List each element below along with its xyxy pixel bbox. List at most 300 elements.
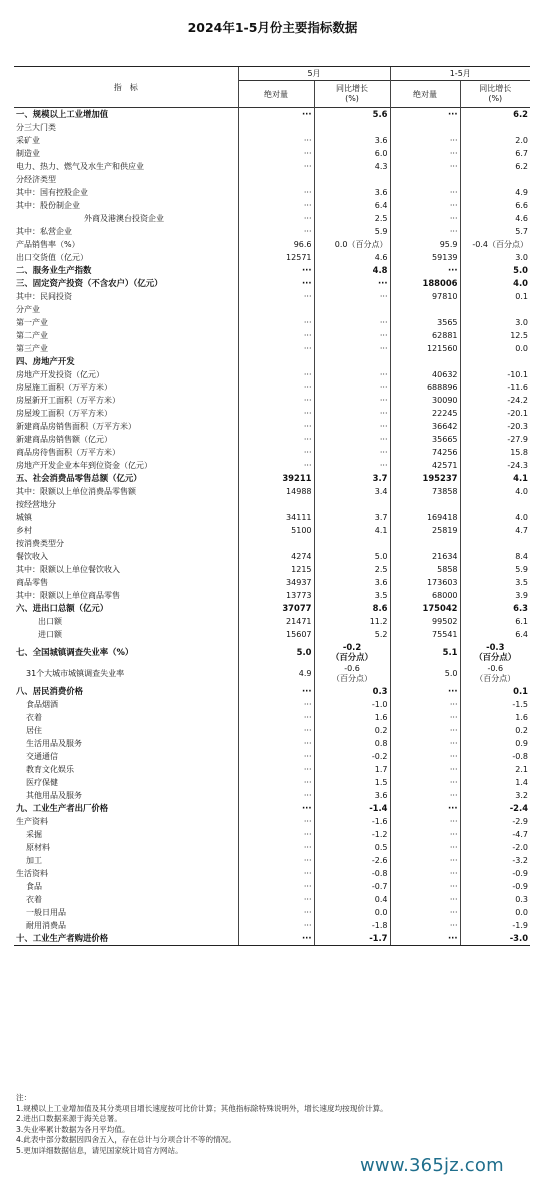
cell-may-yoy: -1.8 [314,919,390,932]
row-label: 耐用消费品 [26,921,66,930]
cell-may-yoy: ··· [314,394,390,407]
cell-janmay-yoy: -2.4 [460,802,530,815]
table-row [14,186,530,199]
cell-may-yoy: 1.5 [314,776,390,789]
site-watermark: www.365jz.com [360,1155,504,1176]
header-yoy-label: 同比增长 [479,84,512,93]
cell-janmay-abs: ··· [390,698,460,711]
cell-may-abs: ··· [238,828,314,841]
cell-janmay-yoy: 3.0 [460,316,530,329]
table-row [14,342,530,355]
cell-may-yoy: 0.0（百分点） [314,238,390,251]
cell-janmay-abs: 40632 [390,368,460,381]
cell-janmay-yoy [460,121,530,134]
row-label: 其中：私营企业 [16,227,72,236]
row-label: 房屋新开工面积（万平方米） [16,396,120,405]
cell-may-abs: ··· [238,711,314,724]
cell-may-abs: ··· [238,698,314,711]
cell-may-abs: ··· [238,290,314,303]
cell-may-abs: ··· [238,264,314,277]
table-row [14,589,530,602]
cell-may-abs: 1215 [238,563,314,576]
header-pct-label: (%) [345,94,359,103]
cell-may-yoy: 2.5 [314,563,390,576]
cell-janmay-abs: 74256 [390,446,460,459]
table-row [14,355,530,368]
cell-janmay-abs: 22245 [390,407,460,420]
table-row [14,147,530,160]
cell-may-abs: ··· [238,776,314,789]
cell-janmay-yoy: 12.5 [460,329,530,342]
table-row [14,737,530,750]
table-row [14,906,530,919]
cell-may-abs: ··· [238,147,314,160]
cell-may-abs: ··· [238,381,314,394]
cell-may-yoy: ··· [314,446,390,459]
cell-janmay-yoy: -2.0 [460,841,530,854]
cell-janmay-yoy: -27.9 [460,433,530,446]
table-row [14,776,530,789]
cell-janmay-abs: 62881 [390,329,460,342]
cell-may-abs: ··· [238,420,314,433]
cell-may-yoy: 3.6 [314,134,390,147]
cell-may-abs: 96.6 [238,238,314,251]
table-row [14,789,530,802]
cell-may-yoy: 11.2 [314,615,390,628]
cell-janmay-abs: 30090 [390,394,460,407]
table-row [14,381,530,394]
yoy-unit: （百分点） [332,674,372,683]
cell-may-abs: ··· [238,329,314,342]
cell-may-abs: ··· [238,815,314,828]
cell-janmay-abs: ··· [390,867,460,880]
table-row [14,919,530,932]
header-yoy-janmay [460,81,530,108]
cell-may-yoy: 0.2 [314,724,390,737]
cell-may-abs: ··· [238,893,314,906]
row-label: 房地产开发企业本年到位资金（亿元） [16,461,152,470]
cell-may-abs [238,303,314,316]
cell-may-abs [238,355,314,368]
row-label: 二、服务业生产指数 [16,265,92,275]
table-row [14,841,530,854]
row-label: 医疗保健 [26,778,58,787]
cell-may-abs [238,121,314,134]
footnote-line: 1.规模以上工业增加值及其分类项目增长速度按可比价计算；其他指标除特殊说明外，增长速度均按现价计算。 [16,1103,388,1113]
row-label: 其中：限额以上单位消费品零售额 [16,487,136,496]
cell-janmay-yoy: 6.6 [460,199,530,212]
cell-janmay-abs: ··· [390,789,460,802]
footnote-line: 注： [16,1093,32,1102]
cell-janmay-abs: ··· [390,828,460,841]
yoy-unit: （百分点） [474,652,517,662]
row-label: 食品 [26,882,42,891]
cell-may-yoy: 1.7 [314,763,390,776]
cell-janmay-abs: ··· [390,225,460,238]
header-jan-may: 1-5月 [390,67,530,81]
cell-janmay-yoy: -11.6 [460,381,530,394]
cell-may-abs [238,173,314,186]
cell-may-abs: ··· [238,316,314,329]
cell-janmay-yoy: 8.4 [460,550,530,563]
cell-janmay-yoy: -10.1 [460,368,530,381]
row-label: 第三产业 [16,344,48,353]
cell-janmay-yoy: 6.2 [460,160,530,173]
cell-janmay-abs: 121560 [390,342,460,355]
row-label: 出口额 [38,617,62,626]
cell-may-abs: ··· [238,802,314,815]
cell-janmay-abs: 68000 [390,589,460,602]
row-label: 房屋竣工面积（万平方米） [16,409,112,418]
row-label: 外商及港澳台投资企业 [84,214,164,223]
cell-janmay-abs: 25819 [390,524,460,537]
cell-may-yoy: ··· [314,290,390,303]
table-row [14,472,530,485]
cell-may-yoy: ··· [314,381,390,394]
cell-janmay-abs [390,355,460,368]
cell-janmay-yoy: -4.7 [460,828,530,841]
cell-janmay-abs: ··· [390,199,460,212]
row-label: 五、社会消费品零售总额（亿元） [16,473,142,483]
footnote-line: 2.进出口数据来源于海关总署。 [16,1114,122,1124]
row-label: 六、进出口总额（亿元） [16,603,109,613]
cell-janmay-yoy: 3.5 [460,576,530,589]
yoy-value: -0.3 [486,642,505,652]
table-row [14,511,530,524]
table-row [14,108,530,122]
cell-janmay-abs [390,498,460,511]
cell-janmay-yoy: 0.0 [460,906,530,919]
row-label: 第一产业 [16,318,48,327]
cell-may-yoy: ··· [314,459,390,472]
cell-may-abs: ··· [238,737,314,750]
cell-janmay-yoy: 2.1 [460,763,530,776]
cell-may-yoy: 2.5 [314,212,390,225]
cell-may-yoy [314,355,390,368]
row-label: 其中：民间投资 [16,292,72,301]
cell-may-abs: ··· [238,433,314,446]
cell-janmay-abs: ··· [390,932,460,946]
cell-may-yoy: ··· [314,329,390,342]
cell-janmay-yoy: 6.3 [460,602,530,615]
cell-janmay-yoy: 6.1 [460,615,530,628]
cell-janmay-yoy: 0.3 [460,893,530,906]
cell-may-yoy: -1.4 [314,802,390,815]
table-row [14,264,530,277]
table-row [14,867,530,880]
cell-may-yoy: ··· [314,277,390,290]
cell-may-yoy: 5.9 [314,225,390,238]
cell-may-yoy: 3.6 [314,789,390,802]
row-label: 其中：限额以上单位商品零售 [16,591,120,600]
cell-may-abs: ··· [238,854,314,867]
cell-may-yoy: 4.1 [314,524,390,537]
cell-may-abs: ··· [238,932,314,946]
cell-janmay-abs: ··· [390,685,460,698]
cell-janmay-yoy: -0.4（百分点） [460,238,530,251]
cell-may-abs: 15607 [238,628,314,641]
cell-janmay-yoy: -2.9 [460,815,530,828]
cell-janmay-yoy: 4.9 [460,186,530,199]
cell-may-abs: ··· [238,368,314,381]
cell-janmay-yoy: 5.7 [460,225,530,238]
cell-janmay-abs: 59139 [390,251,460,264]
row-label: 七、全国城镇调查失业率（%） [16,647,134,657]
cell-may-yoy: 5.0 [314,550,390,563]
table-row [14,303,530,316]
cell-may-abs: 13773 [238,589,314,602]
cell-may-abs: ··· [238,906,314,919]
cell-janmay-yoy [460,641,530,663]
cell-janmay-abs: ··· [390,854,460,867]
cell-janmay-abs: ··· [390,737,460,750]
cell-janmay-yoy: 4.7 [460,524,530,537]
cell-janmay-yoy: -24.2 [460,394,530,407]
cell-may-yoy: 3.7 [314,472,390,485]
cell-may-yoy: ··· [314,420,390,433]
cell-janmay-yoy: 4.1 [460,472,530,485]
cell-may-yoy [314,498,390,511]
cell-janmay-abs: 42571 [390,459,460,472]
cell-may-yoy: ··· [314,433,390,446]
table-row [14,290,530,303]
table-row [14,225,530,238]
cell-janmay-yoy: -3.2 [460,854,530,867]
row-label: 衣着 [26,895,42,904]
row-label: 生产资料 [16,817,48,826]
cell-may-yoy: 3.6 [314,576,390,589]
row-label: 商品零售 [16,578,48,587]
cell-may-yoy: 0.0 [314,906,390,919]
table-row [14,815,530,828]
cell-janmay-yoy [460,537,530,550]
cell-janmay-yoy: 1.6 [460,711,530,724]
cell-janmay-abs: 5858 [390,563,460,576]
cell-may-abs: 12571 [238,251,314,264]
cell-may-yoy: ··· [314,407,390,420]
page-title: 2024年1-5月份主要指标数据 [187,20,358,35]
yoy-unit: （百分点） [475,674,516,683]
row-label: 电力、热力、燃气及水生产和供应业 [16,162,144,171]
cell-janmay-abs: ··· [390,160,460,173]
row-label: 原材料 [26,843,50,852]
cell-janmay-yoy: 4.6 [460,212,530,225]
table-row [14,316,530,329]
table-row [14,238,530,251]
cell-may-yoy: -1.2 [314,828,390,841]
cell-may-yoy: 6.0 [314,147,390,160]
cell-may-abs: ··· [238,867,314,880]
cell-janmay-yoy [460,303,530,316]
cell-may-abs: ··· [238,750,314,763]
cell-may-yoy: 0.4 [314,893,390,906]
cell-janmay-abs: ··· [390,763,460,776]
row-label: 进口额 [38,630,62,639]
cell-may-abs: ··· [238,763,314,776]
cell-janmay-abs: 175042 [390,602,460,615]
cell-janmay-yoy: -0.8 [460,750,530,763]
row-label: 三、固定资产投资（不含农户）（亿元） [16,278,163,288]
cell-janmay-yoy: -20.1 [460,407,530,420]
table-row [14,433,530,446]
cell-janmay-yoy: -0.9 [460,880,530,893]
cell-janmay-yoy: 0.1 [460,685,530,698]
row-label: 新建商品房销售面积（万平方米） [16,422,136,431]
row-label: 八、居民消费价格 [16,686,83,696]
cell-may-abs: ··· [238,342,314,355]
cell-may-abs: 4.9 [238,663,314,685]
cell-may-abs: ··· [238,789,314,802]
cell-janmay-abs: 73858 [390,485,460,498]
cell-janmay-yoy: 15.8 [460,446,530,459]
cell-may-abs [238,498,314,511]
cell-may-abs: ··· [238,880,314,893]
header-indicator: 指 标 [14,67,238,108]
cell-janmay-abs [390,303,460,316]
cell-may-yoy: 3.6 [314,186,390,199]
row-label: 产品销售率（%） [16,240,80,249]
cell-may-abs: 21471 [238,615,314,628]
cell-janmay-abs: 95.9 [390,238,460,251]
cell-janmay-abs: ··· [390,919,460,932]
header-abs-may: 绝对量 [238,81,314,108]
table-row [14,485,530,498]
table-row [14,685,530,698]
header-pct-label: (%) [488,94,503,103]
cell-may-abs: 14988 [238,485,314,498]
footnote-line: 3.失业率累计数据为各月平均值。 [16,1124,130,1134]
row-label: 新建商品房销售额（亿元） [16,435,112,444]
table-row [14,698,530,711]
row-label: 教育文化娱乐 [26,765,74,774]
footnote-line: 5.更加详细数据信息，请见国家统计局官方网站。 [16,1145,183,1155]
cell-janmay-yoy: 4.0 [460,277,530,290]
cell-janmay-abs: 5.1 [390,641,460,663]
table-row [14,615,530,628]
cell-janmay-yoy: 3.2 [460,789,530,802]
cell-janmay-abs: 36642 [390,420,460,433]
cell-janmay-yoy [460,663,530,685]
cell-may-abs: ··· [238,841,314,854]
cell-janmay-yoy: 0.2 [460,724,530,737]
cell-may-abs: ··· [238,446,314,459]
cell-may-abs: 5.0 [238,641,314,663]
table-row [14,524,530,537]
cell-may-yoy: 3.5 [314,589,390,602]
cell-may-yoy: -2.6 [314,854,390,867]
row-label: 城镇 [16,513,32,522]
cell-janmay-yoy: 6.4 [460,628,530,641]
cell-may-yoy: -1.7 [314,932,390,946]
cell-janmay-yoy: -1.5 [460,698,530,711]
header-yoy-label: 同比增长 [336,84,368,93]
table-row [14,602,530,615]
cell-may-abs: ··· [238,134,314,147]
row-label: 按消费类型分 [16,539,64,548]
cell-janmay-abs: ··· [390,134,460,147]
cell-may-yoy: 4.3 [314,160,390,173]
cell-may-yoy: 5.6 [314,108,390,122]
table-row [14,199,530,212]
cell-may-yoy: 4.8 [314,264,390,277]
cell-janmay-abs: ··· [390,893,460,906]
row-label: 分三大门类 [16,123,56,132]
row-label: 一、规模以上工业增加值 [14,108,238,122]
table-row [14,724,530,737]
yoy-value: -0.6 [487,664,504,673]
cell-may-abs: ··· [238,724,314,737]
cell-janmay-abs: ··· [390,880,460,893]
table-row [14,932,530,946]
table-row [14,459,530,472]
table-row [14,576,530,589]
cell-may-abs: ··· [238,225,314,238]
cell-janmay-abs: ··· [390,264,460,277]
cell-janmay-abs: 99502 [390,615,460,628]
cell-may-abs: ··· [238,277,314,290]
header-yoy-may [314,81,390,108]
table-row [14,663,530,685]
cell-janmay-abs: 3565 [390,316,460,329]
row-label: 餐饮收入 [16,552,48,561]
row-label: 采矿业 [16,136,40,145]
cell-may-yoy: 4.6 [314,251,390,264]
cell-janmay-abs: 169418 [390,511,460,524]
cell-janmay-yoy: 2.0 [460,134,530,147]
cell-may-yoy: 0.8 [314,737,390,750]
table-row [14,550,530,563]
cell-janmay-abs [390,173,460,186]
cell-janmay-abs: 195237 [390,472,460,485]
cell-may-abs: ··· [238,186,314,199]
cell-janmay-abs: 97810 [390,290,460,303]
cell-may-yoy: ··· [314,342,390,355]
table-row [14,212,530,225]
indicator-table [14,66,530,946]
row-label: 十、工业生产者购进价格 [14,932,238,946]
cell-janmay-yoy: 4.0 [460,511,530,524]
cell-may-yoy: -1.0 [314,698,390,711]
row-label: 第二产业 [16,331,48,340]
table-row [14,893,530,906]
cell-janmay-abs [390,121,460,134]
table-row [14,394,530,407]
table-row [14,628,530,641]
cell-may-yoy: 1.6 [314,711,390,724]
row-label: 衣着 [26,713,42,722]
cell-janmay-yoy: 6.7 [460,147,530,160]
cell-may-yoy [314,173,390,186]
cell-may-yoy: 6.4 [314,199,390,212]
table-row [14,160,530,173]
cell-janmay-abs: 188006 [390,277,460,290]
cell-may-abs: 5100 [238,524,314,537]
cell-may-yoy: 0.5 [314,841,390,854]
cell-may-abs: 4274 [238,550,314,563]
row-label: 其中：国有控股企业 [16,188,88,197]
cell-janmay-yoy: 1.4 [460,776,530,789]
cell-may-abs: ··· [238,919,314,932]
table-row [14,763,530,776]
cell-janmay-abs: ··· [390,108,460,122]
row-label: 生活资料 [16,869,48,878]
cell-janmay-abs: 75541 [390,628,460,641]
cell-janmay-abs: ··· [390,147,460,160]
row-label: 商品房待售面积（万平方米） [16,448,120,457]
row-label: 居住 [26,726,42,735]
cell-janmay-yoy: 4.0 [460,485,530,498]
cell-may-yoy [314,121,390,134]
